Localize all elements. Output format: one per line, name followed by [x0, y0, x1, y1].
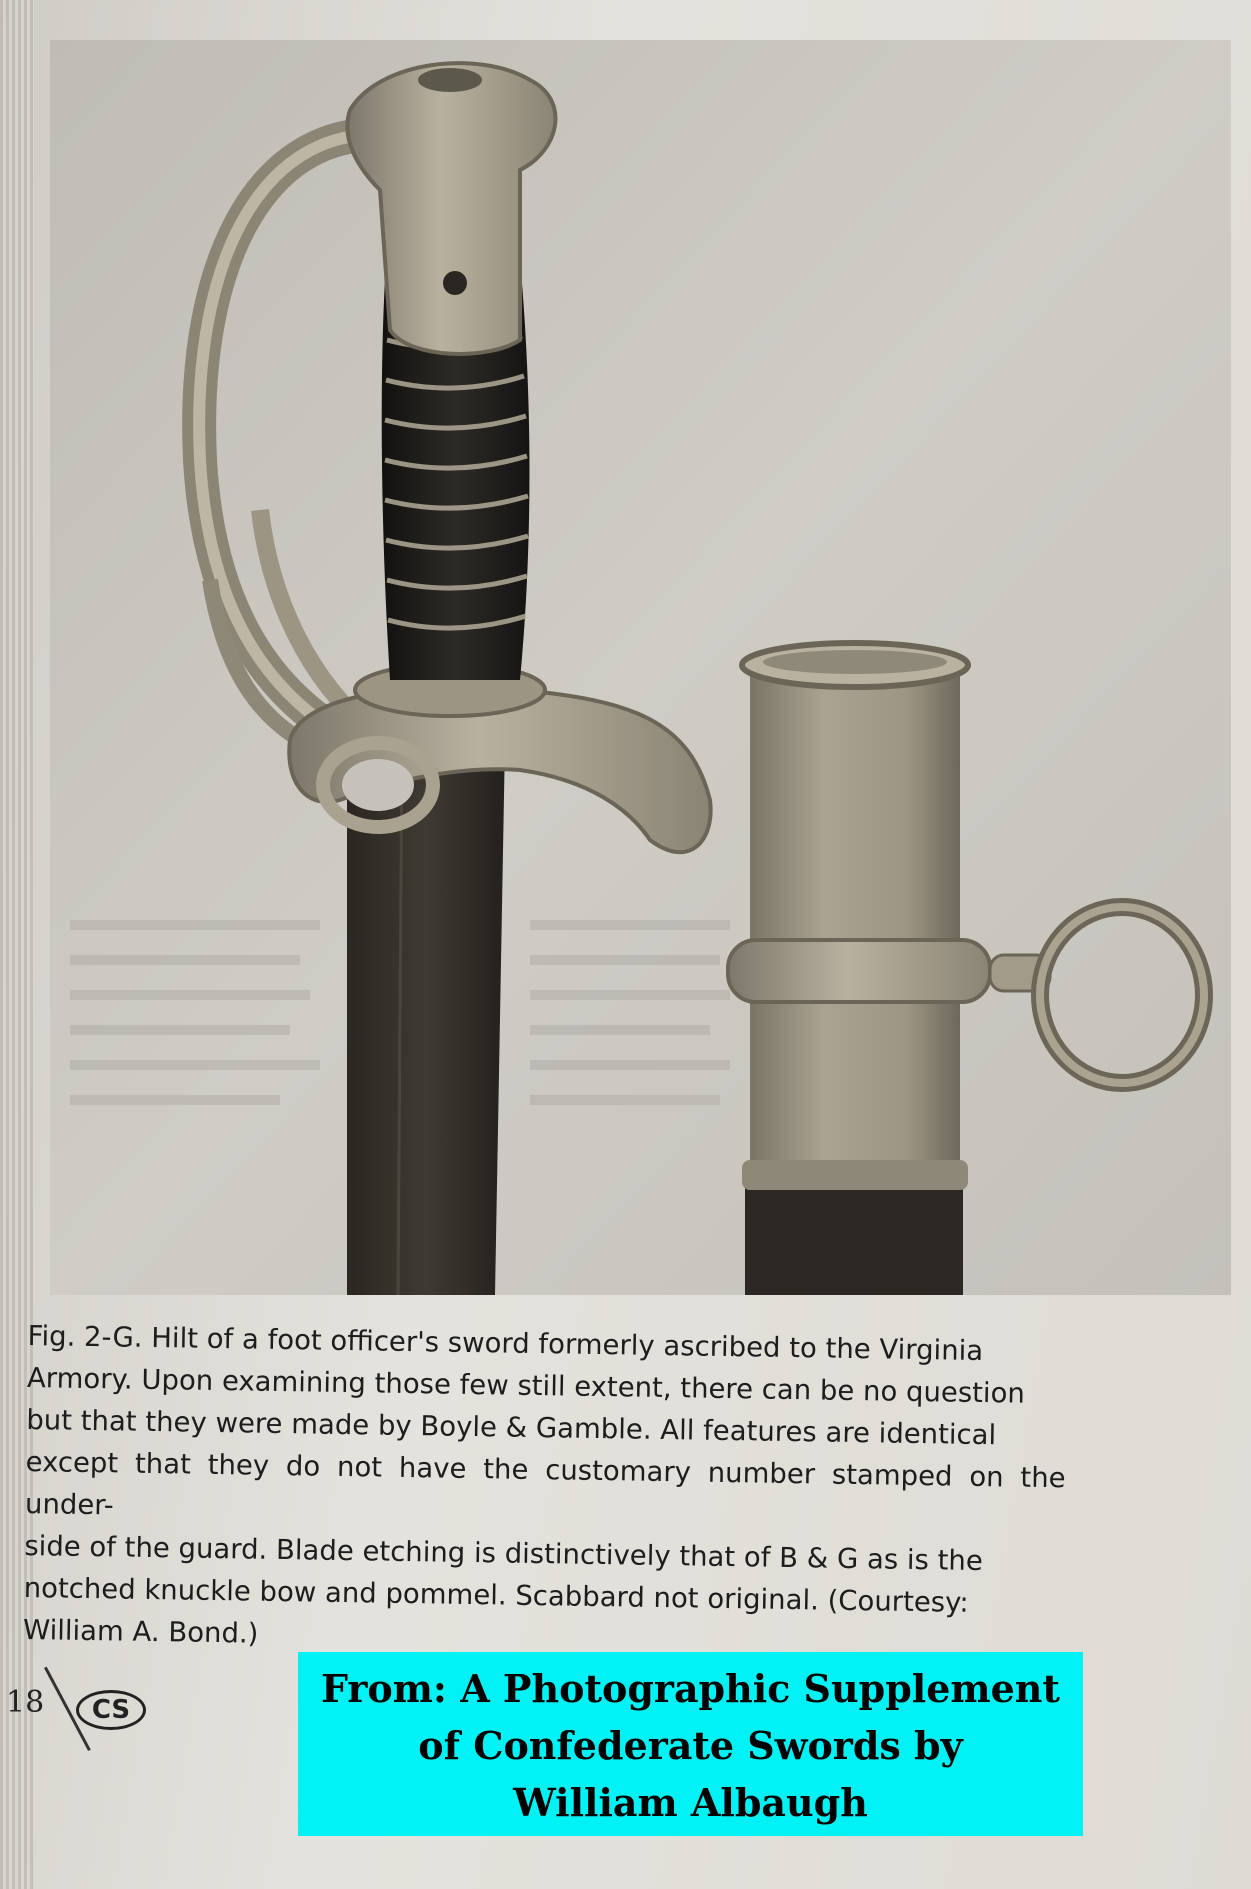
caption-line: but that they were made by Boyle & Gamble. All features are identical: [26, 1403, 997, 1452]
source-line: of Confederate Swords by: [418, 1723, 963, 1768]
caption-line: side of the guard. Blade etching is distinctively that of B & G as is the: [24, 1529, 984, 1578]
figure-caption: [23, 1315, 1068, 1667]
source-banner: [298, 1652, 1083, 1836]
cs-logo: CS: [76, 1690, 146, 1730]
sword-photograph: [50, 40, 1231, 1295]
caption-line: William A. Bond.): [22, 1613, 259, 1650]
page-number: 18: [6, 1685, 45, 1720]
caption-line: Armory. Upon examining those few still extent, there can be no question: [26, 1361, 1026, 1410]
source-line: William Albaugh: [513, 1780, 868, 1825]
caption-line: Fig. 2-G. Hilt of a foot officer's sword formerly ascribed to the Virginia: [27, 1319, 984, 1368]
source-line: From: A Photographic Supplement: [321, 1666, 1060, 1711]
caption-line: notched knuckle bow and pommel. Scabbard not original. (Courtesy:: [23, 1571, 969, 1619]
caption-line: except that they do not have the customary number stamped on the under-: [24, 1445, 1066, 1522]
